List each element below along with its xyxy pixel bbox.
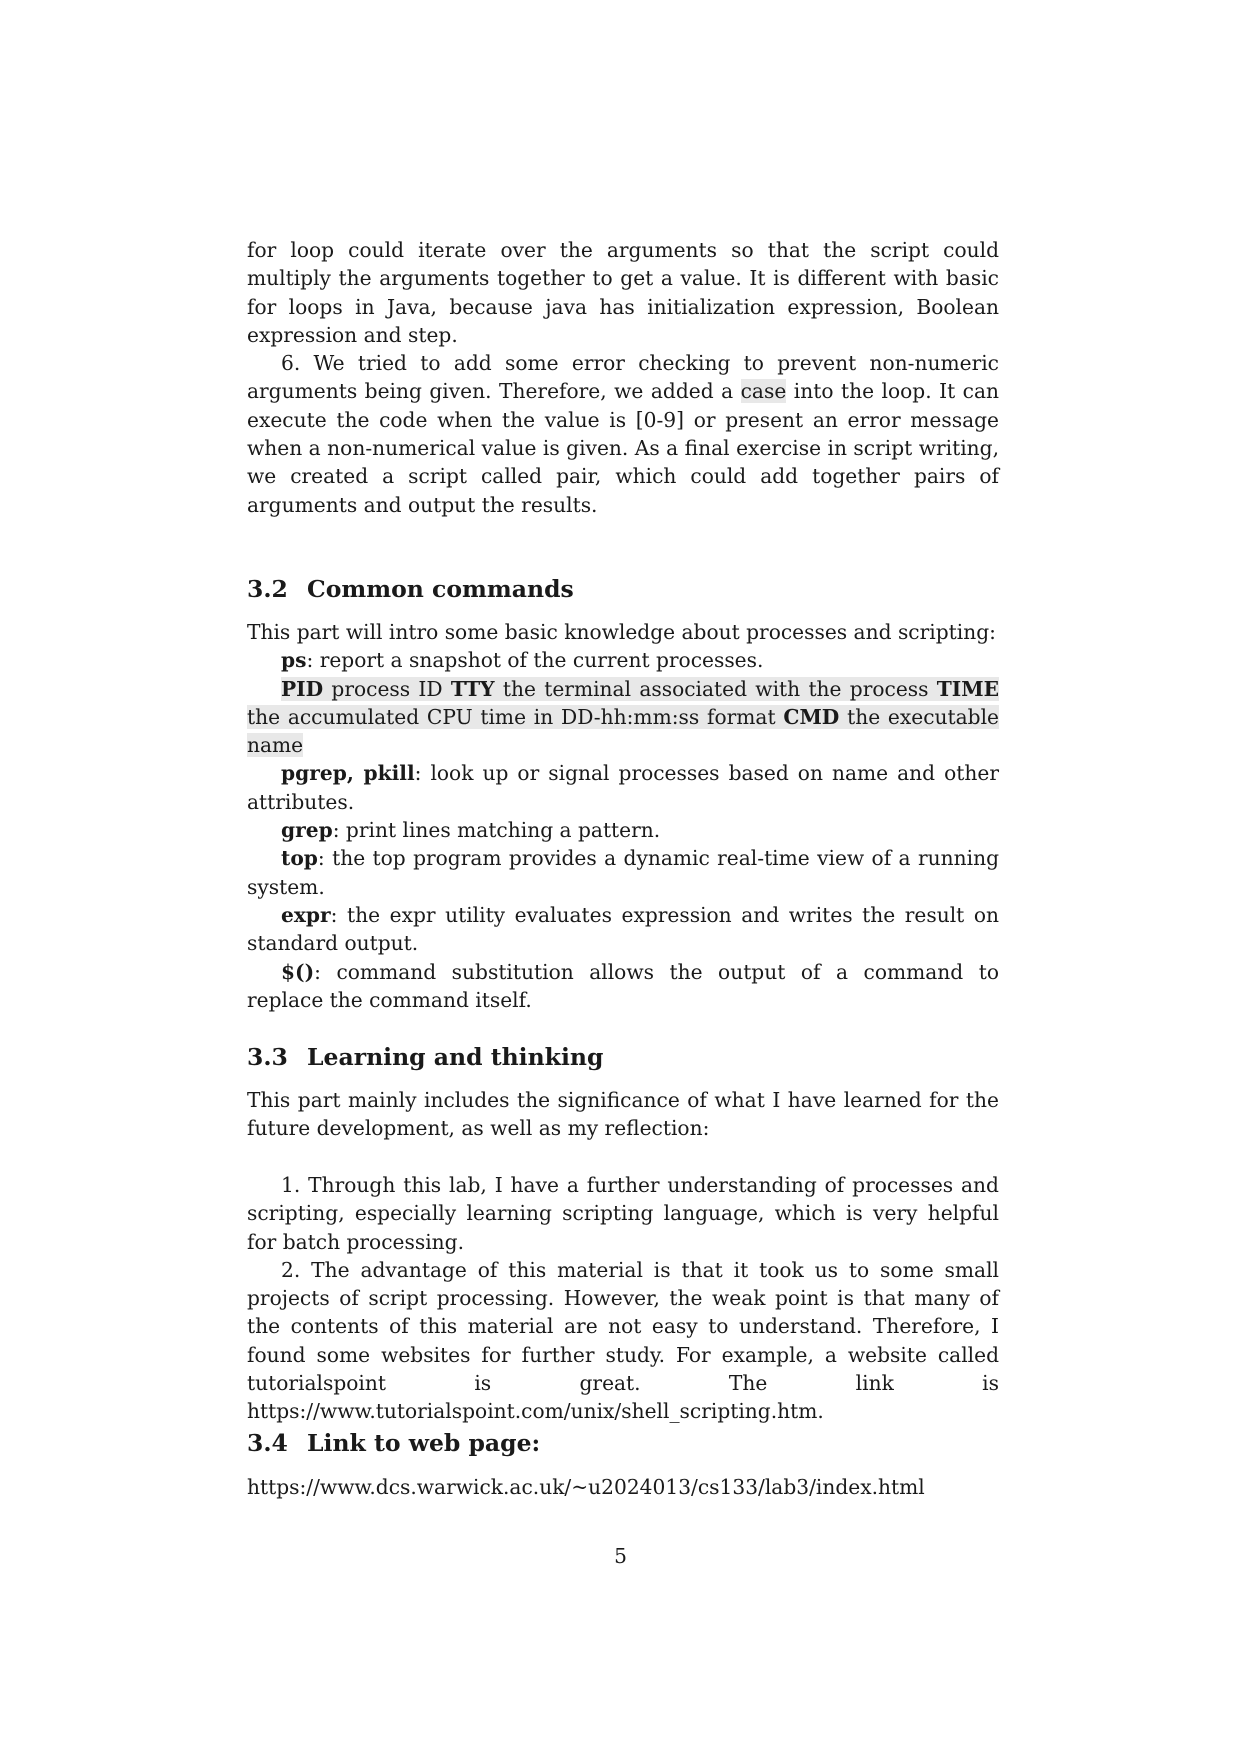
learning-intro-block [247, 1086, 999, 1143]
page-number: 5 [614, 1544, 627, 1568]
inline-code-case: case [740, 379, 787, 404]
learning-item-1: 1. Through this lab, I have a further understanding of processes and scripting, especially learning scripting language, which is very helpful for batch processing. [247, 1173, 999, 1254]
section-learning [247, 1042, 999, 1072]
command-expr: expr: the expr utility evaluates expression and writes the result on standard output. [247, 902, 999, 956]
common-commands-body [247, 618, 999, 1014]
paragraph-error-checking: 6. We tried to add some error checking to prevent non-numeric arguments being given. Therefore, we added a case into the loop. It can execute the code when the value is [0-9] or present an error message when a non-numerical value is given. As a final exercise in script writing, we created a script called pair, which could add together pairs of arguments and output the results. [247, 351, 1000, 517]
learning-intro: This part mainly includes the significance of what I have learned for the future development, as well as my reflection: [247, 1088, 999, 1141]
heading-3-3: 3.3 Learning and thinking [247, 1043, 604, 1071]
learning-item-2: 2. The advantage of this material is that it took us to some small projects of script processing. However, the weak point is that many of the contents of this material are not easy to understand. Therefore, I found some websites for further study. For example, a website called tutorialspoint is great. The link is https://www.tutorialspoint.com/unix/shell_scripting.htm. [247, 1257, 999, 1424]
command-grep: grep: print lines matching a pattern. [281, 818, 661, 843]
link-block [247, 1473, 999, 1501]
section-link [247, 1428, 999, 1458]
heading-3-2: 3.2 Common commands [247, 575, 574, 603]
section-common-commands [247, 574, 999, 604]
command-top: top: the top program provides a dynamic real-time view of a running system. [247, 846, 999, 899]
web-page-link[interactable]: https://www.dcs.warwick.ac.uk/~u2024013/cs133/lab3/index.html [247, 1475, 925, 1499]
intro-block [247, 236, 999, 519]
heading-3-4: 3.4 Link to web page: [247, 1429, 541, 1457]
ps-columns: PID process ID TTY the terminal associated with the process TIME the accumulated CPU time in DD-hh:mm:ss format CMD the executable name [247, 676, 999, 758]
command-substitution: $(): command substitution allows the output of a command to replace the command itself. [247, 959, 999, 1012]
paragraph-for-loop: for loop could iterate over the arguments so that the script could multiply the arguments together to get a value. It is different with basic for loops in Java, because java has initialization expression, Boolean expression and step. [247, 238, 999, 347]
command-pgrep: pgrep, pkill: look up or signal processes based on name and other attributes. [247, 761, 999, 814]
learning-list [247, 1171, 999, 1426]
command-ps: ps: report a snapshot of the current processes. [281, 648, 764, 673]
commands-intro: This part will intro some basic knowledge about processes and scripting: [247, 620, 996, 644]
